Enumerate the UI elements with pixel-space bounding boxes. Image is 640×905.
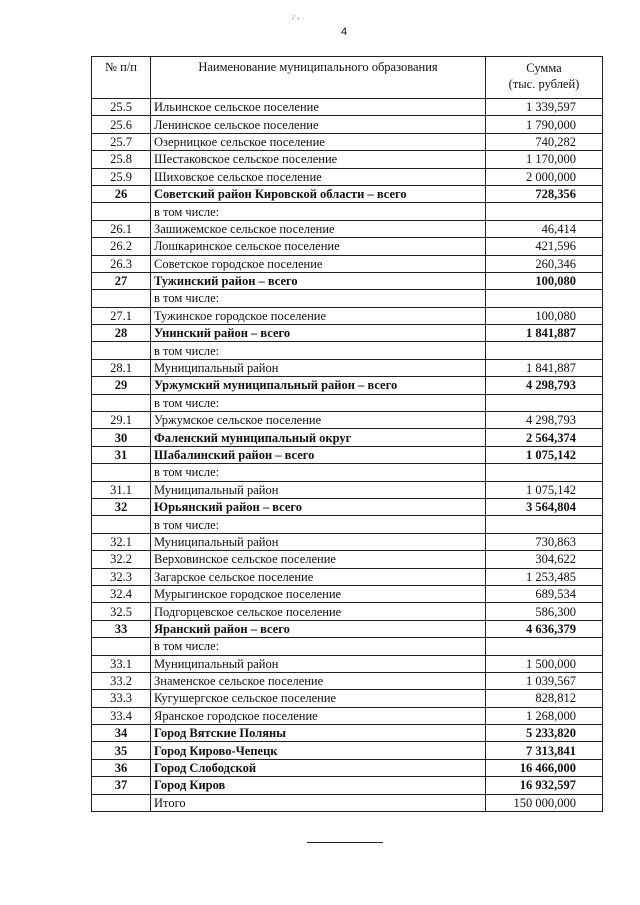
row-sum: 2 564,374	[486, 429, 603, 446]
table-row	[92, 707, 603, 724]
row-number: 35	[92, 742, 151, 759]
table-row	[92, 585, 603, 602]
row-number: 37	[92, 777, 151, 794]
table-row	[92, 290, 603, 307]
row-name: Фаленский муниципальный округ	[151, 429, 486, 446]
row-number: 33	[92, 620, 151, 637]
table-row	[92, 203, 603, 220]
row-number: 28	[92, 325, 151, 342]
row-number: 36	[92, 759, 151, 776]
row-sum: 828,812	[486, 690, 603, 707]
row-sum: 1 039,567	[486, 672, 603, 689]
row-number: 31	[92, 446, 151, 463]
row-sum: 46,414	[486, 220, 603, 237]
table-row	[92, 568, 603, 585]
row-sum: 5 233,820	[486, 725, 603, 742]
row-name: Муниципальный район	[151, 359, 486, 376]
row-name: в том числе:	[151, 464, 486, 481]
table-row	[92, 325, 603, 342]
table-row	[92, 168, 603, 185]
row-number: 33.1	[92, 655, 151, 672]
row-number: 25.8	[92, 151, 151, 168]
row-sum: 1 500,000	[486, 655, 603, 672]
row-sum: 16 466,000	[486, 759, 603, 776]
row-sum	[486, 342, 603, 359]
row-sum	[486, 464, 603, 481]
row-number	[92, 794, 151, 811]
row-number	[92, 516, 151, 533]
row-number: 33.3	[92, 690, 151, 707]
row-sum: 1 790,000	[486, 116, 603, 133]
table-row	[92, 516, 603, 533]
table-row	[92, 551, 603, 568]
table-row	[92, 238, 603, 255]
row-name: Уржумский муниципальный район – всего	[151, 377, 486, 394]
row-name: в том числе:	[151, 290, 486, 307]
table-row	[92, 412, 603, 429]
row-number	[92, 342, 151, 359]
row-name: Зашижемское сельское поселение	[151, 220, 486, 237]
table-row	[92, 690, 603, 707]
row-number: 29.1	[92, 412, 151, 429]
row-sum	[486, 638, 603, 655]
row-sum: 1 253,485	[486, 568, 603, 585]
row-sum: 16 932,597	[486, 777, 603, 794]
row-name: Итого	[151, 794, 486, 811]
table-row	[92, 220, 603, 237]
row-name: Тужинское городское поселение	[151, 307, 486, 324]
row-name: Подгорцевское сельское поселение	[151, 603, 486, 620]
row-number: 33.4	[92, 707, 151, 724]
table-header-row	[92, 57, 603, 99]
row-name: Муниципальный район	[151, 481, 486, 498]
row-sum: 3 564,804	[486, 498, 603, 515]
row-name: Мурыгинское городское поселение	[151, 585, 486, 602]
table-row	[92, 777, 603, 794]
row-sum: 1 268,000	[486, 707, 603, 724]
table-row	[92, 498, 603, 515]
row-name: в том числе:	[151, 638, 486, 655]
row-sum: 304,622	[486, 551, 603, 568]
table-row	[92, 255, 603, 272]
row-number: 25.9	[92, 168, 151, 185]
row-number: 27.1	[92, 307, 151, 324]
row-sum: 4 298,793	[486, 412, 603, 429]
table-row	[92, 794, 603, 811]
row-name: Уржумское сельское поселение	[151, 412, 486, 429]
row-number	[92, 394, 151, 411]
header-number: № п/п	[92, 57, 151, 99]
row-sum: 4 636,379	[486, 620, 603, 637]
table-row	[92, 133, 603, 150]
row-sum	[486, 203, 603, 220]
row-number	[92, 290, 151, 307]
row-name: Ильинское сельское поселение	[151, 99, 486, 116]
row-sum: 1 841,887	[486, 359, 603, 376]
row-name: в том числе:	[151, 516, 486, 533]
row-sum: 421,596	[486, 238, 603, 255]
row-number: 33.2	[92, 672, 151, 689]
row-sum: 1 075,142	[486, 481, 603, 498]
table-row	[92, 394, 603, 411]
row-sum: 1 339,597	[486, 99, 603, 116]
row-number: 28.1	[92, 359, 151, 376]
row-sum: 1 170,000	[486, 151, 603, 168]
row-number: 32.2	[92, 551, 151, 568]
row-sum	[486, 394, 603, 411]
table-row	[92, 655, 603, 672]
row-number: 26.3	[92, 255, 151, 272]
table-row	[92, 446, 603, 463]
table-row	[92, 307, 603, 324]
row-number: 32	[92, 498, 151, 515]
row-sum: 100,080	[486, 272, 603, 289]
row-name: Юрьянский район – всего	[151, 498, 486, 515]
table-row	[92, 672, 603, 689]
row-number: 25.6	[92, 116, 151, 133]
table-row	[92, 342, 603, 359]
row-name: Унинский район – всего	[151, 325, 486, 342]
table-row	[92, 481, 603, 498]
table-row	[92, 116, 603, 133]
table-body	[92, 99, 603, 812]
row-sum: 740,282	[486, 133, 603, 150]
row-name: Ленинское сельское поселение	[151, 116, 486, 133]
row-sum: 1 841,887	[486, 325, 603, 342]
table-row	[92, 272, 603, 289]
table-row	[92, 742, 603, 759]
row-number: 30	[92, 429, 151, 446]
allocation-table	[91, 56, 603, 812]
table-row	[92, 464, 603, 481]
row-name: Город Слободской	[151, 759, 486, 776]
table-row	[92, 185, 603, 202]
row-name: в том числе:	[151, 342, 486, 359]
row-number: 25.5	[92, 99, 151, 116]
row-sum: 150 000,000	[486, 794, 603, 811]
row-name: Муниципальный район	[151, 533, 486, 550]
row-sum: 728,356	[486, 185, 603, 202]
row-name: Шестаковское сельское поселение	[151, 151, 486, 168]
table-row	[92, 638, 603, 655]
row-number: 32.3	[92, 568, 151, 585]
table-row	[92, 725, 603, 742]
row-sum: 586,300	[486, 603, 603, 620]
header-sum	[486, 57, 603, 99]
row-name: Лошкаринское сельское поселение	[151, 238, 486, 255]
table-row	[92, 151, 603, 168]
row-sum: 2 000,000	[486, 168, 603, 185]
row-number: 27	[92, 272, 151, 289]
row-name: Шиховское сельское поселение	[151, 168, 486, 185]
table-row	[92, 429, 603, 446]
row-name: в том числе:	[151, 203, 486, 220]
table-row	[92, 533, 603, 550]
row-name: Яранское городское поселение	[151, 707, 486, 724]
allocation-table-wrap	[91, 56, 602, 812]
row-sum: 730,863	[486, 533, 603, 550]
row-number: 32.1	[92, 533, 151, 550]
row-name: Знаменское сельское поселение	[151, 672, 486, 689]
row-name: Верховинское сельское поселение	[151, 551, 486, 568]
row-number	[92, 464, 151, 481]
row-number: 32.5	[92, 603, 151, 620]
row-name: Советский район Кировской области – всего	[151, 185, 486, 202]
row-name: Город Киров	[151, 777, 486, 794]
row-sum	[486, 290, 603, 307]
row-name: Город Кирово-Чепецк	[151, 742, 486, 759]
row-name: Город Вятские Поляны	[151, 725, 486, 742]
row-sum: 7 313,841	[486, 742, 603, 759]
row-name: Советское городское поселение	[151, 255, 486, 272]
row-name: Шабалинский район – всего	[151, 446, 486, 463]
row-name: Тужинский район – всего	[151, 272, 486, 289]
row-number	[92, 203, 151, 220]
scan-mark: ·̈ ·	[291, 14, 301, 25]
table-row	[92, 99, 603, 116]
row-sum	[486, 516, 603, 533]
header-sum-line2: (тыс. рублей)	[508, 77, 580, 91]
header-name: Наименование муниципального образования	[151, 57, 486, 99]
row-name: Загарское сельское поселение	[151, 568, 486, 585]
table-row	[92, 377, 603, 394]
table-row	[92, 620, 603, 637]
table-row	[92, 759, 603, 776]
row-sum: 100,080	[486, 307, 603, 324]
table-row	[92, 359, 603, 376]
row-name: Кугушергское сельское поселение	[151, 690, 486, 707]
page-number: 4	[341, 26, 348, 38]
row-name: Муниципальный район	[151, 655, 486, 672]
table-row	[92, 603, 603, 620]
header-sum-line1: Сумма	[526, 61, 562, 75]
row-number: 26.1	[92, 220, 151, 237]
row-sum: 4 298,793	[486, 377, 603, 394]
row-number: 32.4	[92, 585, 151, 602]
row-number	[92, 638, 151, 655]
row-name: Озерницкое сельское поселение	[151, 133, 486, 150]
footer-divider	[307, 842, 383, 843]
row-number: 25.7	[92, 133, 151, 150]
row-name: Яранский район – всего	[151, 620, 486, 637]
row-number: 26	[92, 185, 151, 202]
row-sum: 260,346	[486, 255, 603, 272]
row-sum: 1 075,142	[486, 446, 603, 463]
row-number: 31.1	[92, 481, 151, 498]
row-sum: 689,534	[486, 585, 603, 602]
row-number: 29	[92, 377, 151, 394]
row-number: 34	[92, 725, 151, 742]
row-name: в том числе:	[151, 394, 486, 411]
row-number: 26.2	[92, 238, 151, 255]
